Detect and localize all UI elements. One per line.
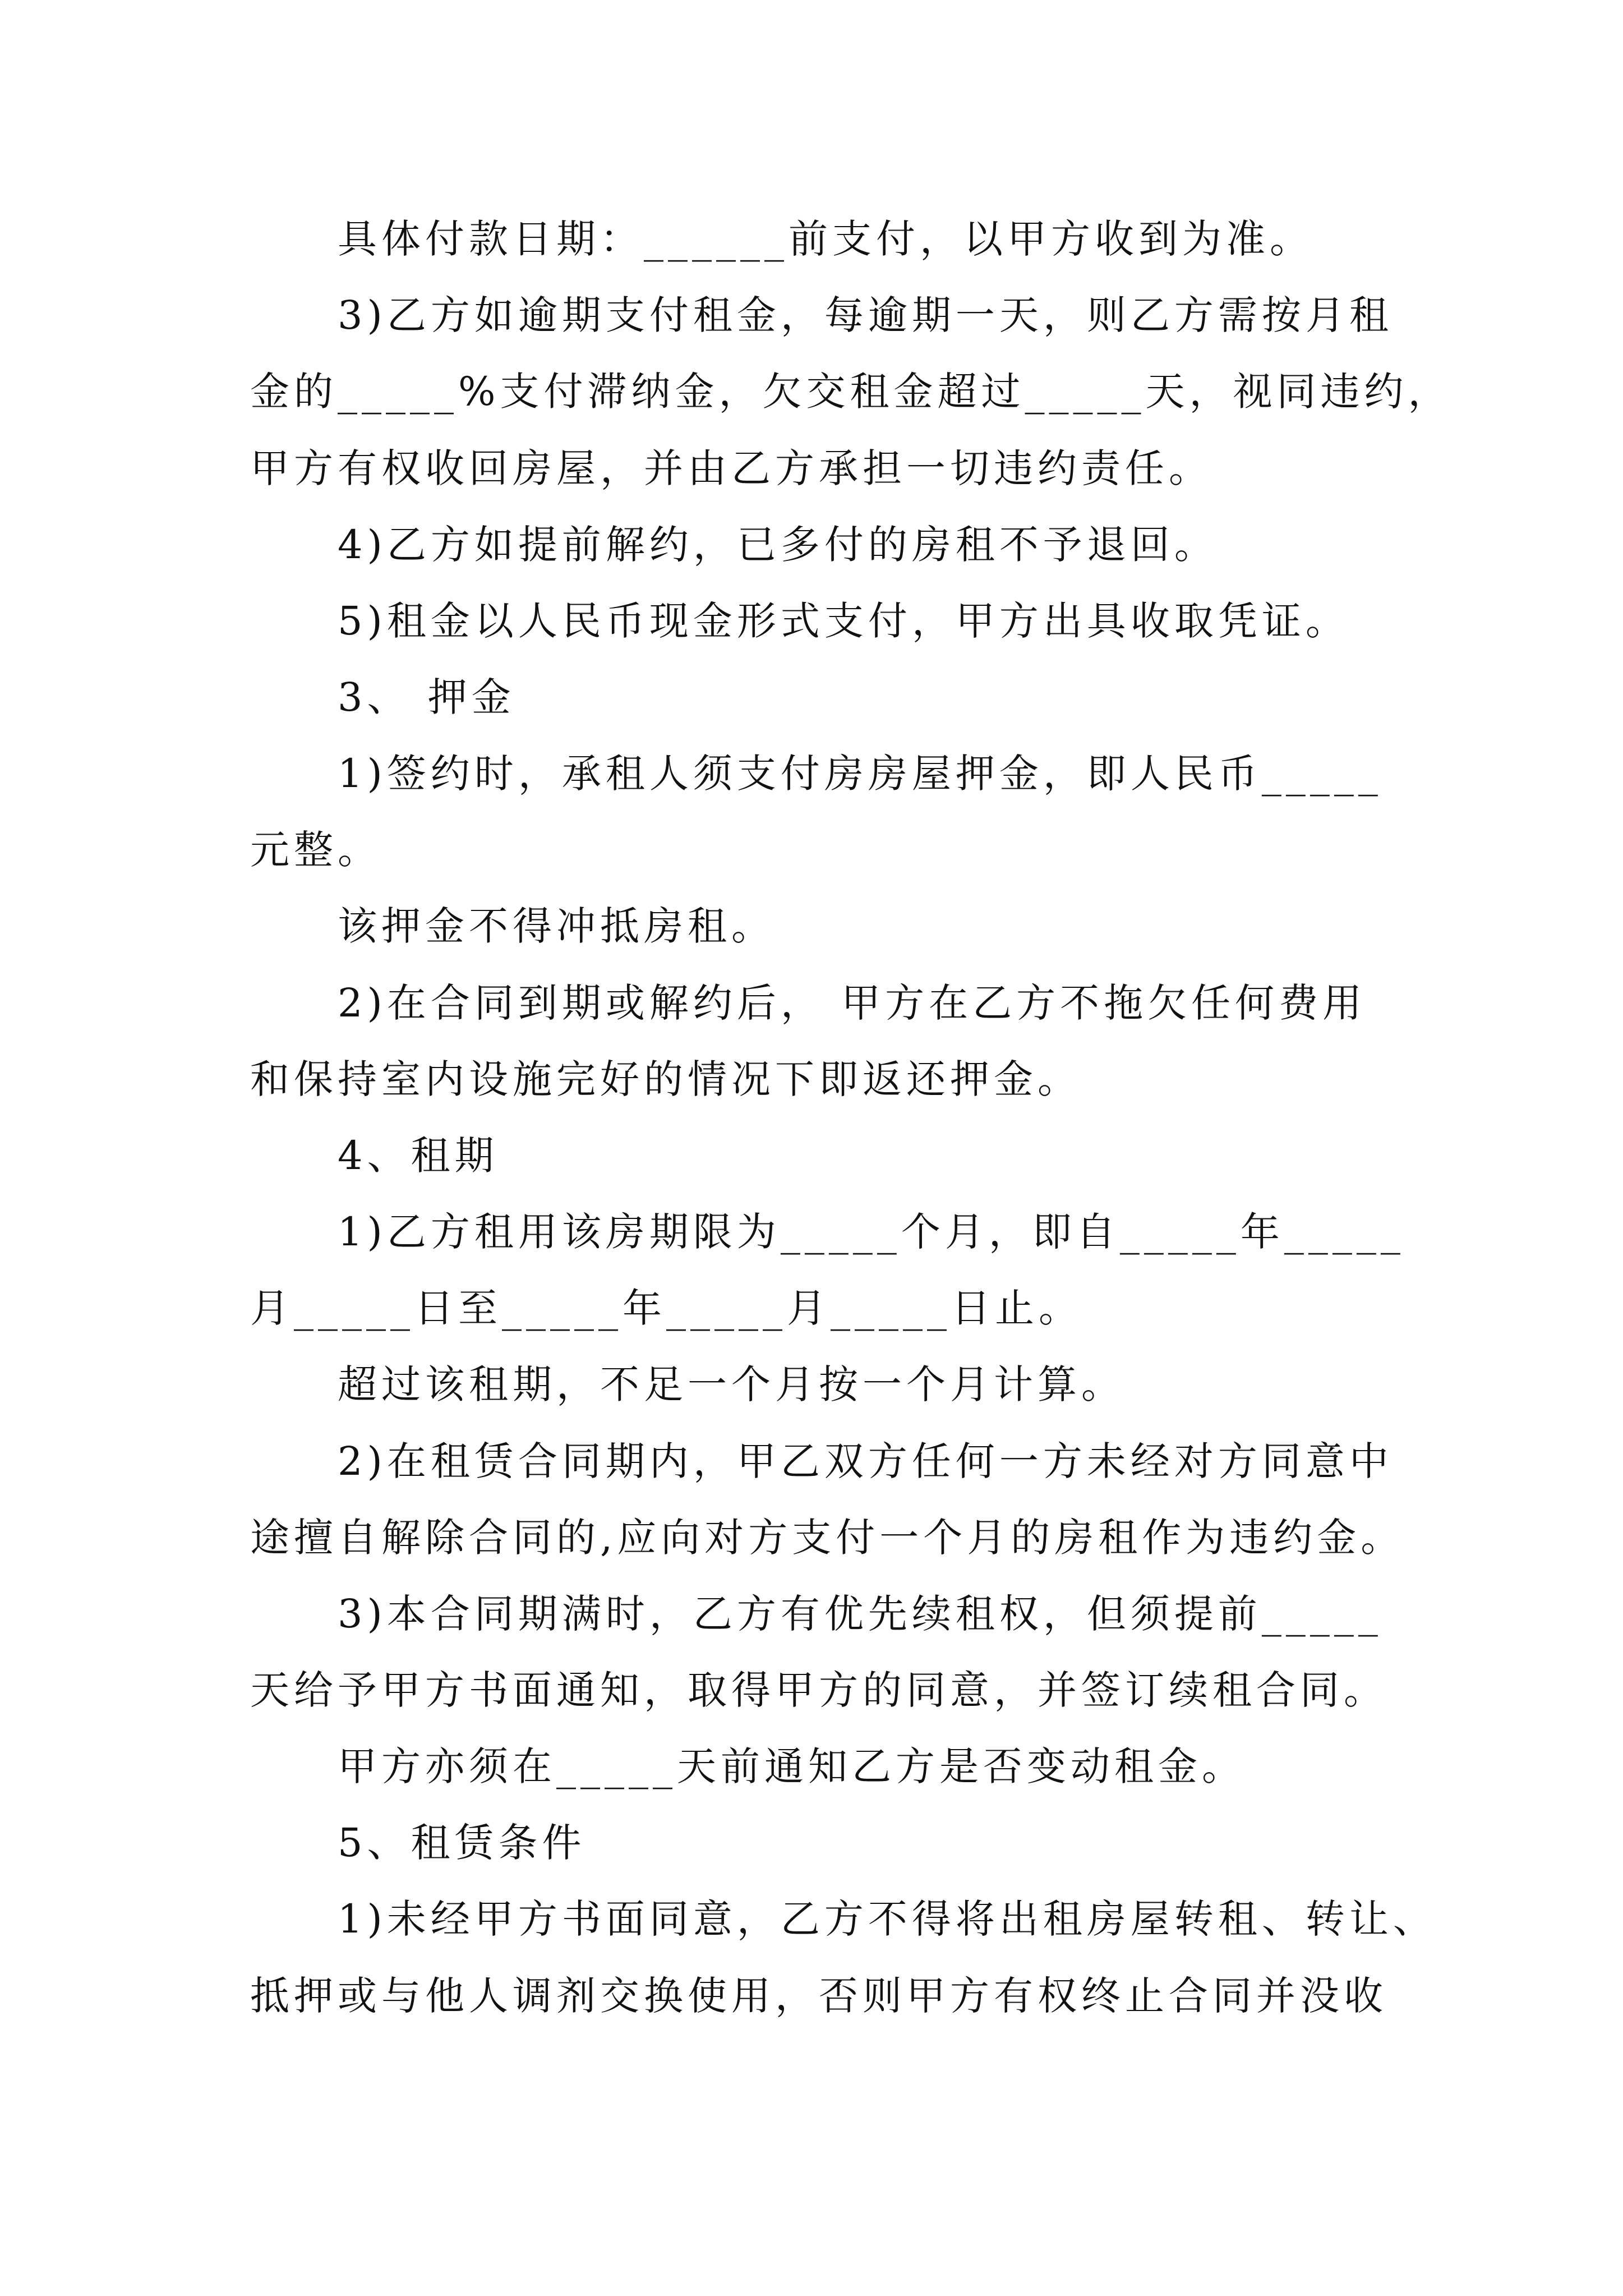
text-line: 该押金不得冲抵房租。: [338, 903, 775, 949]
text-line: 抵押或与他人调剂交换使用，否则甲方有权终止合同并没收: [250, 1973, 1387, 2019]
text-line: 途擅自解除合同的,应向对方支付一个月的房租作为违约金。: [250, 1515, 1405, 1561]
section-heading: 3、 押金: [338, 674, 515, 720]
text-line: 超过该租期，不足一个月按一个月计算。: [338, 1361, 1125, 1407]
text-line: 元整。: [250, 827, 381, 873]
text-line: 和保持室内设施完好的情况下即返还押金。: [250, 1056, 1081, 1102]
text-line: 甲方有权收回房屋，并由乙方承担一切违约责任。: [250, 445, 1212, 491]
text-line: 4)乙方如提前解约，已多付的房租不予退回。: [338, 522, 1218, 568]
text-line: 金的_____%支付滞纳金，欠交租金超过_____天，视同违约，: [250, 369, 1452, 415]
text-line: 天给予甲方书面通知，取得甲方的同意，并签订续租合同。: [250, 1667, 1387, 1713]
text-line: 2)在租赁合同期内，甲乙双方任何一方未经对方同意中: [338, 1438, 1393, 1484]
text-line: 1)未经甲方书面同意，乙方不得将出租房屋转租、转让、: [338, 1896, 1437, 1942]
section-heading: 5、租赁条件: [338, 1820, 586, 1866]
text-line: 具体付款日期：______前支付，以甲方收到为准。: [338, 216, 1313, 262]
text-line: 3)本合同期满时，乙方有优先续租权，但须提前_____: [338, 1591, 1382, 1637]
text-line: 月_____日至_____年_____月_____日止。: [250, 1285, 1082, 1331]
section-heading: 4、租期: [338, 1133, 499, 1179]
text-line: 1)乙方租用该房期限为_____个月，即自_____年_____: [338, 1209, 1405, 1255]
text-line: 5)租金以人民币现金形式支付，甲方出具收取凭证。: [338, 598, 1349, 644]
text-line: 2)在合同到期或解约后， 甲方在乙方不拖欠任何费用: [338, 980, 1367, 1026]
text-line: 1)签约时，承租人须支付房房屋押金，即人民币_____: [338, 751, 1382, 797]
text-line: 甲方亦须在_____天前通知乙方是否变动租金。: [338, 1743, 1246, 1789]
text-line: 3)乙方如逾期支付租金，每逾期一天，则乙方需按月租: [338, 292, 1393, 338]
